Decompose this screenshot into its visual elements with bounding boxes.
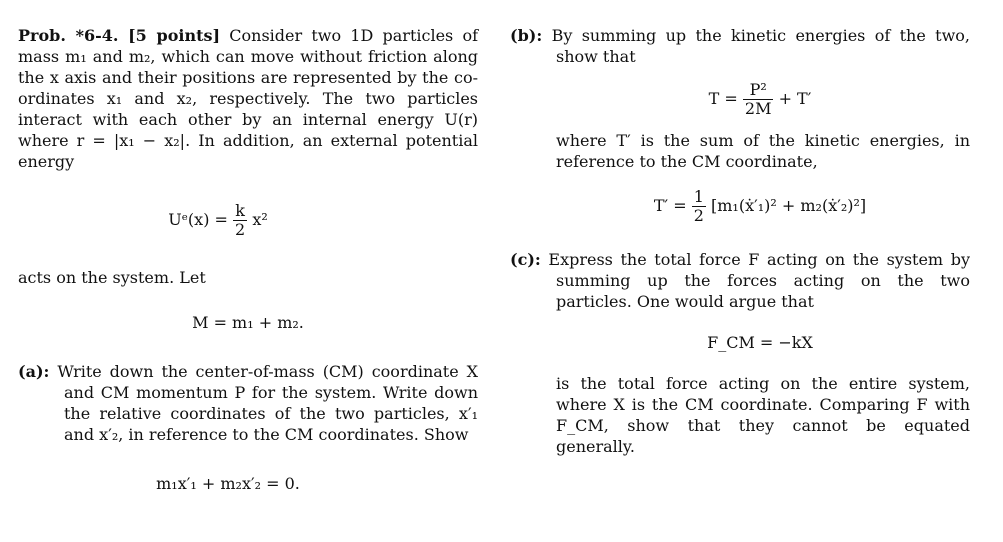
- eq-Tp-fraction: [692, 188, 706, 225]
- part-c: [510, 249, 970, 312]
- part-a-text: Write down the center-of-mass (CM) coordinate X and CM momentum P for the system. Write down the relative coordinates of the two particles, x′₁ and x′₂, in reference to the CM coordinates. Show: [57, 362, 478, 444]
- part-b-text: By summing up the kinetic energies of the two, show that: [551, 26, 970, 66]
- eq-T-fraction: [743, 81, 774, 118]
- eq-T-rhs: + T′: [778, 89, 812, 108]
- left-column: [18, 25, 478, 494]
- eq-T-num: P²: [743, 81, 774, 100]
- equation-Tprime: [510, 188, 970, 225]
- part-b-where: where T′ is the sum of the kinetic energies, in reference to the CM coordinate,: [556, 131, 970, 171]
- equation-mass: M = m₁ + m₂.: [192, 313, 304, 332]
- eq-Tp-rhs: [m₁(ẋ′₁)² + m₂(ẋ′₂)²]: [711, 196, 867, 215]
- eq-Tp-num: 1: [693, 187, 704, 206]
- eq-Tp-lhs: T′ =: [653, 196, 687, 215]
- part-c-text: Express the total force F acting on the system by summing up the forces acting on the two particles. One would argue that: [548, 250, 970, 311]
- eq-Tp-den: 2: [693, 206, 704, 225]
- problem-label: Prob. *6-4. [5 points]: [18, 26, 221, 45]
- equation-Fcm: F_CM = −kX: [707, 333, 813, 352]
- part-a: [18, 361, 478, 445]
- part-b: [510, 25, 970, 67]
- problem-intro: [18, 25, 478, 172]
- equation-T: [510, 81, 970, 118]
- part-c-tail: is the total force acting on the entire system, where X is the CM coordinate. Comparing F with F_CM, show that they cannot be equated generally.: [556, 374, 970, 456]
- eq-potential-den: 2: [235, 220, 246, 239]
- part-c-label: (c):: [510, 250, 541, 269]
- acts-text: acts on the system. Let: [18, 268, 206, 287]
- eq-T-lhs: T =: [708, 89, 738, 108]
- eq-T-den: 2M: [744, 99, 772, 118]
- part-a-label: (a):: [18, 362, 50, 381]
- eq-potential-lhs: Uᵉ(x) =: [168, 210, 228, 229]
- part-b-label: (b):: [510, 26, 543, 45]
- right-column: [510, 25, 970, 457]
- equation-potential: [18, 202, 478, 239]
- problem-intro-text: Consider two 1D particles of mass m₁ and m₂, which can move without friction along the x axis and their positions are represented by the co-ordinates x₁ and x₂, respectively. The two particles interact with each other by an internal energy U(r) where r = |x₁ − x₂|. In addition, an external potential energy: [18, 26, 479, 171]
- eq-potential-rhs: x²: [252, 210, 268, 229]
- eq-potential-fraction: [233, 202, 247, 239]
- eq-potential-num: k: [233, 202, 247, 221]
- equation-a: m₁x′₁ + m₂x′₂ = 0.: [156, 474, 300, 493]
